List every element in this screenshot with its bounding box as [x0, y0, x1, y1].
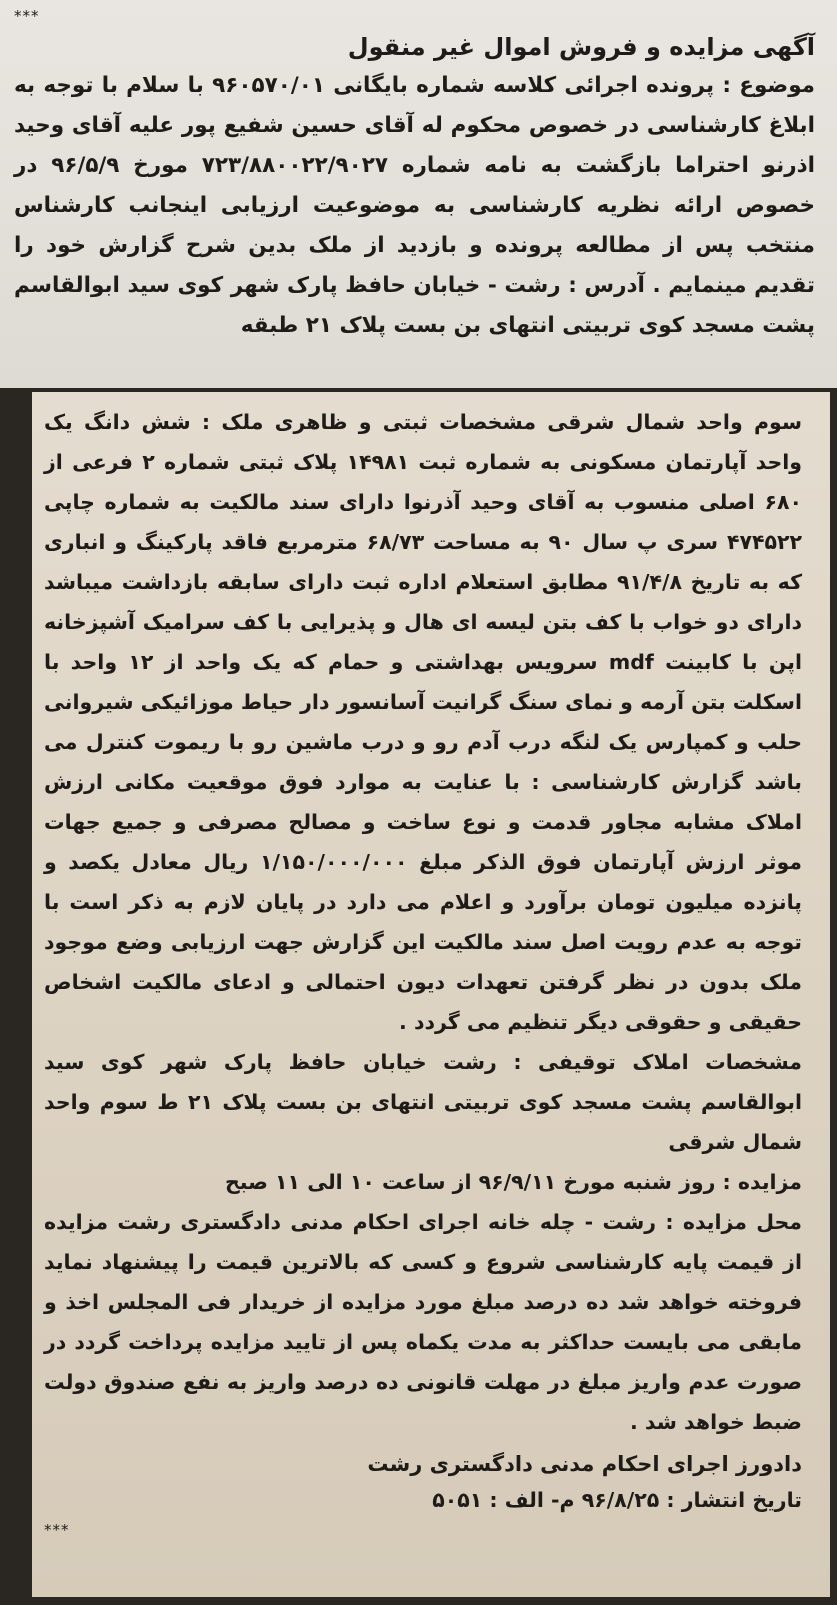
- seized-property-paragraph: مشخصات املاک توقیفی : رشت خیابان حافظ پارک شهر کوی سید ابوالقاسم پشت مسجد کوی تربیتی انتهای بن بست پلاک ۲۱ ط سوم واحد شمال شرقی: [44, 1050, 802, 1154]
- bottom-stars-ornament: ***: [44, 1521, 70, 1539]
- top-newspaper-clipping: [0, 0, 837, 388]
- signature-line: دادورز اجرای احکام مدنی دادگستری رشت: [367, 1452, 802, 1476]
- notice-subject-paragraph: موضوع : پرونده اجرائی کلاسه شماره بایگانی ۹۶۰۵۷۰/۰۱ با سلام با توجه به ابلاغ کارشناسی در خصوص محکوم له آقای حسین شفیع پور علیه آقای وحید اذرنو احتراما بازگشت به نامه شماره ۷۲۳/۸۸۰۰۲۲/۹۰۲۷ مورخ ۹۶/۵/۹ در خصوص ارائه نظریه کارشناسی به موضوعیت ارزیابی اینجانب کارشناس منتخب پس از مطالعه پرونده و بازدید از ملک بدین شرح گزارش خود را تقدیم مینمایم . آدرس : رشت - خیابان حافظ پارک شهر کوی سید ابوالقاسم پشت مسجد کوی تربیتی انتهای بن بست پلاک ۲۱ طبقه: [14, 73, 815, 338]
- notice-title: آگهی مزایده و فروش اموال غیر منقول: [347, 33, 815, 61]
- publish-date-line: تاریخ انتشار : ۹۶/۸/۲۵ م- الف : ۵۰۵۱: [432, 1488, 802, 1512]
- auction-place-paragraph: محل مزایده : رشت - چله خانه اجرای احکام مدنی دادگستری رشت مزایده از قیمت پایه کارشناسی شروع و کسی که بالاترین قیمت را پیشنهاد نماید فروخته خواهد شد ده درصد مبلغ مورد مزایده از خریدار فی المجلس اخذ و مابقی می بایست حداکثر به مدت یکماه پس از تایید مزایده پرداخت گردد در صورت عدم واریز مبلغ در مهلت قانونی ده درصد واریز به نفع صندوق دولت ضبط خواهد شد .: [44, 1210, 802, 1434]
- top-stars-ornament: ***: [14, 7, 40, 25]
- property-specs-paragraph: سوم واحد شمال شرقی مشخصات ثبتی و ظاهری ملک : شش دانگ یک واحد آپارتمان مسکونی به شماره ثبت ۱۴۹۸۱ پلاک ثبتی شماره ۲ فرعی از ۶۸۰ اصلی منسوب به آقای وحید آذرنوا دارای سند مالکیت به شماره چاپی ۴۷۴۵۲۲ سری پ سال ۹۰ به مساحت ۶۸/۷۳ مترمربع فاقد پارکینگ و انباری که به تاریخ ۹۱/۴/۸ مطابق استعلام اداره ثبت دارای سابقه بازداشت میباشد دارای دو خواب با کف بتن لیسه ای هال و پذیرایی با کف سرامیک آشپزخانه اپن با کابینت mdf سرویس بهداشتی و حمام که یک واحد از ۱۲ واحد با اسکلت بتن آرمه و نمای سنگ گرانیت آسانسور دار حیاط موزائیکی شیروانی حلب و کمپارس یک لنگه درب آدم رو و درب ماشین رو با ریموت کنترل می باشد گزارش کارشناسی : با عنایت به موارد فوق موقعیت مکانی ارزش املاک مشابه مجاور قدمت و نوع ساخت و مصالح مصرفی و جمیع جهات موثر ارزش آپارتمان فوق الذکر مبلغ ۱/۱۵۰/۰۰۰/۰۰۰ ریال معادل یکصد و پانزده میلیون تومان برآورد و اعلام می دارد در پایان لازم به ذکر است با توجه به عدم رویت اصل سند مالکیت این گزارش جهت ارزیابی وضع موجود ملک بدون در نظر گرفتن تعهدات دیون احتمالی و ادعای مالکیت اشخاص حقیقی و حقوقی دیگر تنظیم می گردد .: [44, 410, 803, 1034]
- auction-time-paragraph: مزایده : روز شنبه مورخ ۹۶/۹/۱۱ از ساعت ۱۰ الی ۱۱ صبح: [224, 1170, 802, 1194]
- bottom-newspaper-clipping: [32, 392, 830, 1597]
